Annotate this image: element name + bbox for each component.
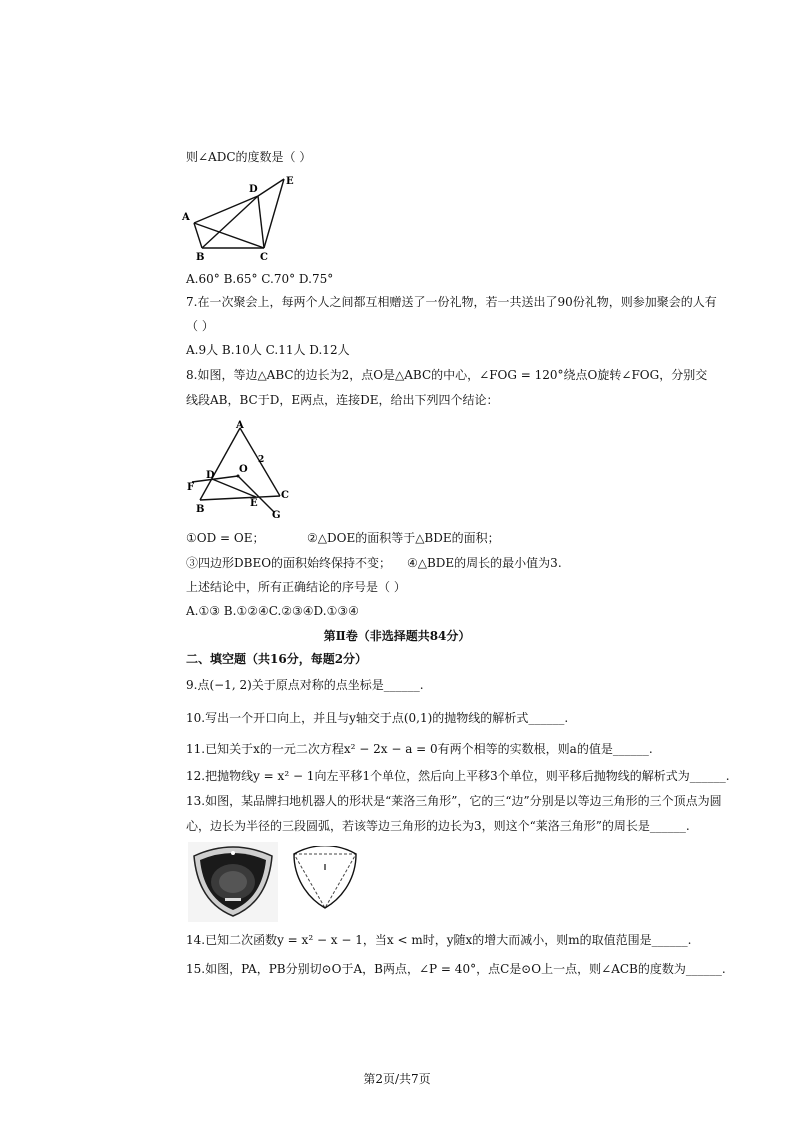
q6-options: A.60° B.65° C.70° D.75° [186, 272, 334, 286]
fill-blank-heading: 二、填空题（共16分，每题2分） [186, 652, 368, 666]
q8-label-f: F [187, 482, 195, 493]
q6-label-d: D [249, 184, 258, 195]
q8-figure [184, 416, 300, 520]
page-footer: 第2页/共7页 [363, 1072, 431, 1086]
q8-label-side: 2 [258, 455, 265, 465]
q9: 9.点(−1, 2)关于原点对称的点坐标是______. [186, 678, 424, 692]
q6-label-c: C [260, 252, 268, 263]
q6-question-tail: 则∠ADC的度数是（ ） [186, 150, 312, 164]
q7-stem: 7.在一次聚会上，每两个人之间都互相赠送了一份礼物，若一共送出了90份礼物，则参加聚会的人有 [186, 295, 717, 309]
q8-label-o: O [239, 464, 248, 475]
q12: 12.把抛物线y = x² − 1向左平移1个单位，然后向上平移3个单位，则平移后抛物线的解析式为______. [186, 769, 730, 783]
q8-conclusion-2: ②△DOE的面积等于△BDE的面积； [307, 531, 500, 545]
q11: 11.已知关于x的一元二次方程x² − 2x − a = 0有两个相等的实数根，则a的值是______. [186, 742, 653, 756]
q8-label-g: G [272, 510, 281, 520]
q8-conclusion-1: ①OD = OE； [186, 531, 265, 545]
q8-label-b: B [196, 504, 205, 515]
q8-ask: 上述结论中，所有正确结论的序号是（ ） [186, 580, 406, 594]
q6-label-e: E [286, 176, 294, 187]
q8-label-d: D [206, 470, 215, 481]
q13-line1: 13.如图，某品牌扫地机器人的形状是“莱洛三角形”，它的三“边”分别是以等边三角形的三个顶点为圆 [186, 794, 722, 808]
q6-label-b: B [196, 252, 205, 263]
q8-stem-line2: 线段AB，BC于D，E两点，连接DE，给出下列四个结论： [186, 393, 499, 407]
q8-stem-line1: 8.如图，等边△ABC的边长为2，点O是△ABC的中心，∠FOG = 120°绕点O旋转∠FOG，分别交 [186, 368, 708, 382]
section-2-title: 第Ⅱ卷（非选择题共84分） [323, 629, 471, 643]
q15: 15.如图，PA，PB分别切⊙O于A，B两点，∠P = 40°，点C是⊙O上一点，则∠ACB的度数为______. [186, 962, 726, 976]
q8-conclusion-3: ③四边形DBEO的面积始终保持不变； [186, 556, 392, 570]
q8-label-a: A [236, 420, 244, 431]
q8-options: A.①③ B.①②④C.②③④D.①③④ [186, 604, 359, 618]
q8-label-e: E [250, 498, 258, 509]
q8-conclusion-4: ④△BDE的周长的最小值为3. [407, 556, 562, 570]
q14: 14.已知二次函数y = x² − x − 1，当x < m时，y随x的增大而减小，则m的取值范围是______. [186, 933, 692, 947]
q6-figure [180, 172, 300, 264]
q10: 10.写出一个开口向上，并且与y轴交于点(0,1)的抛物线的解析式______. [186, 711, 569, 725]
q6-label-a: A [182, 212, 190, 223]
reuleaux-triangle-figure [288, 846, 362, 920]
q7-paren: （ ） [186, 319, 214, 333]
q8-label-c: C [281, 490, 289, 501]
q7-options: A.9人 B.10人 C.11人 D.12人 [186, 343, 350, 357]
robot-vacuum-image [188, 842, 278, 922]
q13-line2: 心，边长为半径的三段圆弧，若该等边三角形的边长为3，则这个“莱洛三角形”的周长是______. [186, 819, 690, 833]
